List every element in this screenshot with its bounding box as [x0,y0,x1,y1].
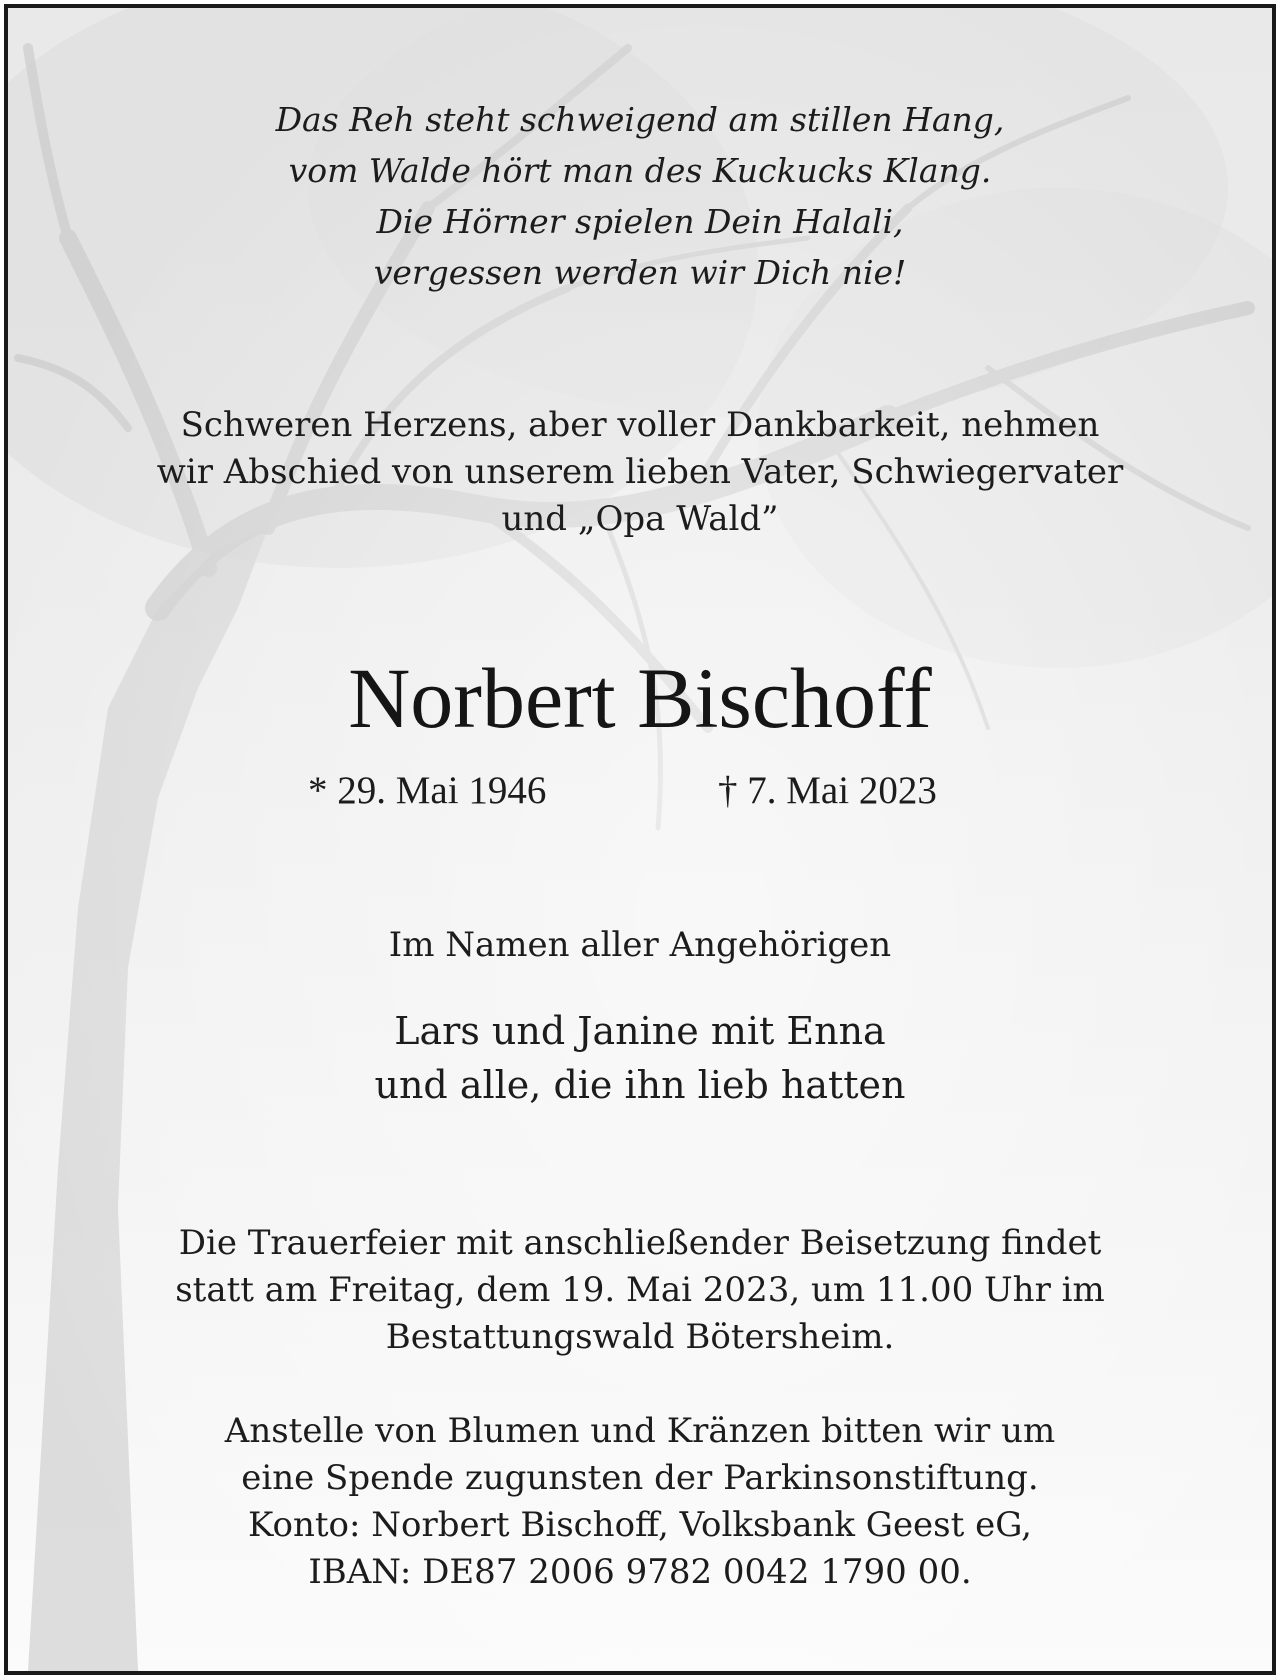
intro-line: wir Abschied von unserem lieben Vater, Schwiegervater [156,452,1124,492]
on-behalf-line: Im Namen aller Angehörigen [388,925,892,965]
mourners-line: Lars und Janine mit Enna [394,1009,886,1053]
donation-request [8,1408,1272,1596]
ceremony-line: Die Trauerfeier mit anschließender Beisetzung findet [178,1223,1102,1263]
donation-line: eine Spende zugunsten der Parkinsonstiftung. [241,1458,1039,1498]
notice-content [8,8,1272,1671]
farewell-intro [8,402,1272,543]
poem-line: Die Hörner spielen Dein Halali, [376,202,904,241]
poem-line: vergessen werden wir Dich nie! [373,253,907,292]
donation-iban: IBAN: DE87 2006 9782 0042 1790 00. [308,1552,972,1592]
intro-line: Schweren Herzens, aber voller Dankbarkeit, nehmen [180,405,1100,445]
poem-line: Das Reh steht schweigend am stillen Hang, [275,100,1005,139]
obituary-notice [4,4,1276,1675]
donation-line: Anstelle von Blumen und Kränzen bitten wir um [224,1411,1056,1451]
death-date: † 7. Mai 2023 [718,769,937,812]
mourners-line: und alle, die ihn lieb hatten [374,1063,906,1107]
intro-line: und „Opa Wald” [501,499,779,539]
donation-bank-account: Konto: Norbert Bischoff, Volksbank Geest eG, [248,1505,1032,1545]
deceased-name: Norbert Bischoff [348,650,932,746]
poem-line: vom Walde hört man des Kuckucks Klang. [288,151,992,190]
poem [8,94,1272,298]
mourners [8,1004,1272,1112]
ceremony-line: statt am Freitag, dem 19. Mai 2023, um 11.00 Uhr im [175,1270,1105,1310]
birth-date: * 29. Mai 1946 [308,769,547,812]
funeral-ceremony-info [8,1220,1272,1361]
ceremony-line: Bestattungswald Bötersheim. [385,1317,895,1357]
